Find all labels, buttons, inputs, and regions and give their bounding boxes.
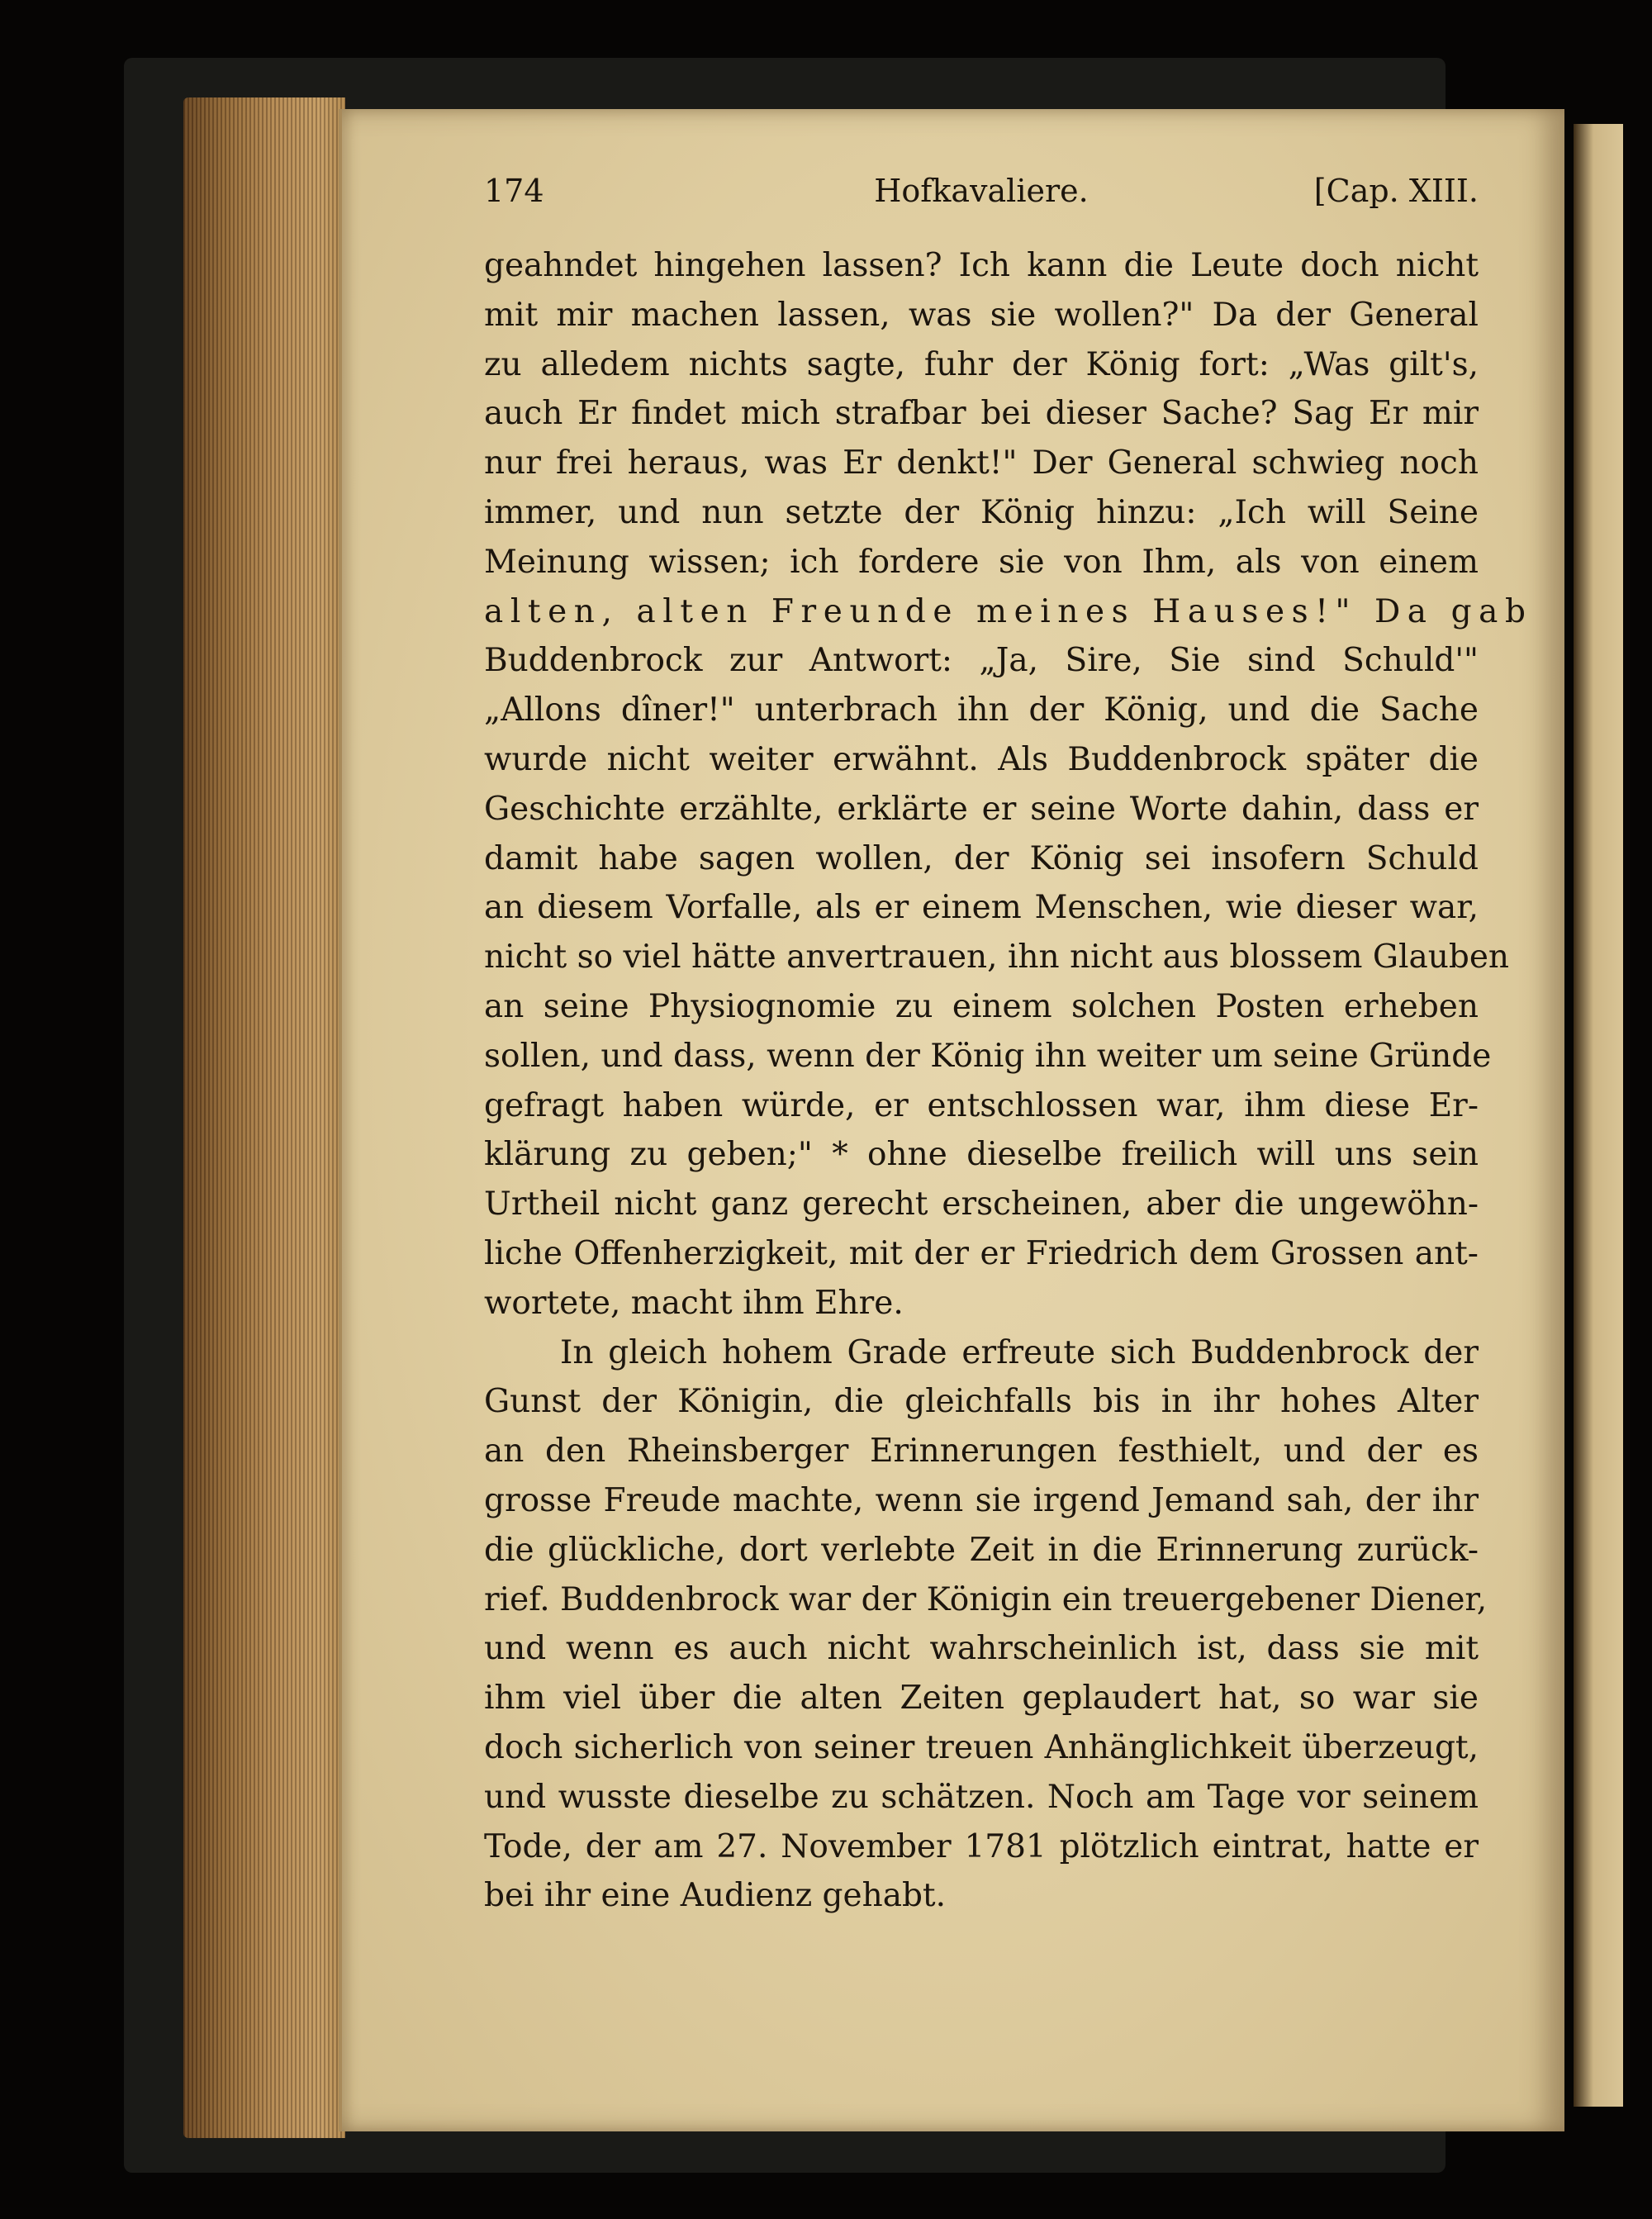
body-text (484, 241, 1533, 1921)
text-line: Geschichte erzählte, erklärte er seine Worte dahin, dass er (484, 790, 1479, 828)
text-line: und wusste dieselbe zu schätzen. Noch am Tage vor seinem (484, 1778, 1479, 1816)
text-line: liche Offenherzigkeit, mit der er Friedrich dem Grossen ant- (484, 1234, 1479, 1272)
text-line: ihm viel über die alten Zeiten geplaudert hat, so war sie (484, 1680, 1479, 1718)
text-line: Buddenbrock zur Antwort: „Ja, Sire, Sie sind Schuld'" (484, 642, 1479, 680)
text-line: damit habe sagen wollen, der König sei insofern Schuld (484, 839, 1479, 877)
page-edges (183, 97, 345, 2138)
text-line: zu alledem nichts sagte, fuhr der König fort: „Was gilt's, (484, 345, 1479, 383)
text-line: gefragt haben würde, er entschlossen war, ihm diese Er- (484, 1086, 1479, 1124)
text-line: wurde nicht weiter erwähnt. Als Buddenbrock später die (484, 740, 1479, 778)
page-number: 174 (484, 173, 544, 209)
text-line: nur frei heraus, was Er denkt!" Der General schwieg noch (484, 444, 1479, 482)
text-line: wortete, macht ihm Ehre. (484, 1284, 904, 1322)
text-line: Tode, der am 27. November 1781 plötzlich eintrat, hatte er (484, 1827, 1479, 1865)
text-line: Urtheil nicht ganz gerecht erscheinen, aber die ungewöhn- (484, 1186, 1479, 1224)
text-line: grosse Freude machte, wenn sie irgend Jemand sah, der ihr (484, 1481, 1479, 1519)
text-line: alten, alten Freunde meines Hauses!" Da gab (484, 592, 1533, 630)
text-line: auch Er findet mich strafbar bei dieser Sache? Sag Er mir (484, 395, 1479, 433)
text-line: immer, und nun setzte der König hinzu: „Ich will Seine (484, 493, 1479, 531)
text-line: In gleich hohem Grade erfreute sich Buddenbrock der (560, 1333, 1479, 1371)
facing-page-edge (1574, 124, 1623, 2107)
text-line: sollen, und dass, wenn der König ihn weiter um seine Gründe (484, 1037, 1492, 1075)
text-line: geahndet hingehen lassen? Ich kann die Leute doch nicht (484, 247, 1479, 284)
text-line: „Allons dîner!" unterbrach ihn der König, und die Sache (484, 691, 1479, 729)
paragraph-2 (484, 1328, 1488, 1922)
text-line: mit mir machen lassen, was sie wollen?" Da der General (484, 296, 1479, 334)
running-head (484, 173, 1479, 214)
text-line: an den Rheinsberger Erinnerungen festhielt, und der es (484, 1433, 1479, 1471)
running-title: Hofkavaliere. (874, 173, 1089, 209)
text-line: die glückliche, dort verlebte Zeit in die Erinnerung zurück- (484, 1531, 1479, 1569)
text-line: rief. Buddenbrock war der Königin ein treuergebener Diener, (484, 1580, 1488, 1618)
text-line: an diesem Vorfalle, als er einem Menschen, wie dieser war, (484, 889, 1479, 927)
text-line: Gunst der Königin, die gleichfalls bis in ihr hohes Alter (484, 1383, 1479, 1421)
text-line: klärung zu geben;" * ohne dieselbe freilich will uns sein (484, 1136, 1479, 1174)
text-line: bei ihr eine Audienz gehabt. (484, 1877, 947, 1915)
text-line: und wenn es auch nicht wahrscheinlich ist, dass sie mit (484, 1630, 1479, 1668)
text-line: nicht so viel hätte anvertrauen, ihn nicht aus blossem Glauben (484, 938, 1510, 976)
text-line: Meinung wissen; ich fordere sie von Ihm, als von einem (484, 543, 1479, 581)
chapter-label: [Cap. XIII. (1313, 173, 1479, 209)
text-line: doch sicherlich von seiner treuen Anhänglichkeit überzeugt, (484, 1728, 1479, 1766)
paragraph-1 (484, 241, 1533, 1328)
text-line: an seine Physiognomie zu einem solchen Posten erheben (484, 987, 1479, 1025)
